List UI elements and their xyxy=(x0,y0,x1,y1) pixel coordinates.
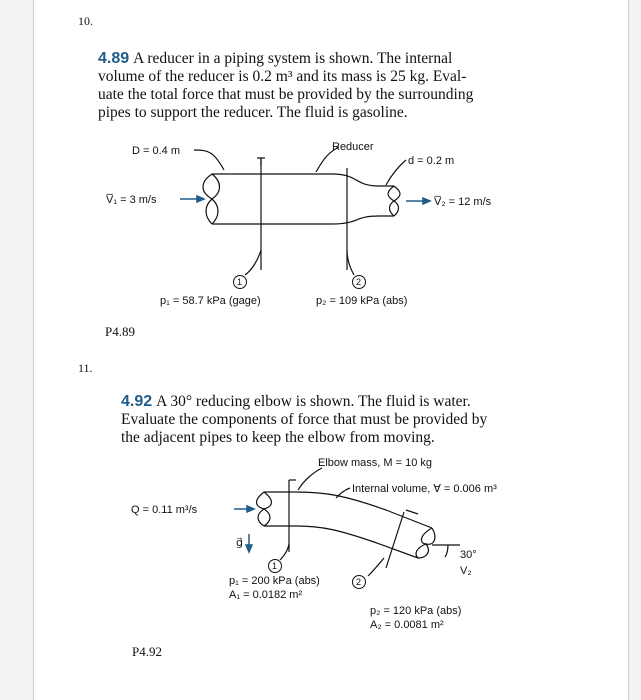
v1-arrowhead xyxy=(197,196,204,202)
label-V2: V₂ xyxy=(460,565,472,577)
label-g: g⃗ xyxy=(236,537,243,549)
section-1-leader xyxy=(245,250,261,275)
v2-arrowhead xyxy=(423,198,430,204)
problem-number: 4.92 xyxy=(121,393,153,410)
elbow-right-break xyxy=(416,528,432,558)
problem-line xyxy=(98,50,618,68)
q-arrowhead xyxy=(247,506,254,512)
label-d: d = 0.2 m xyxy=(408,155,455,167)
label-p2: p₂ = 120 kPa (abs) xyxy=(370,605,462,617)
mass-leader xyxy=(298,468,322,490)
problem-line-text: A 30° reducing elbow is shown. The fluid is water. xyxy=(156,393,471,410)
problem-line: Evaluate the components of force that must be provided by xyxy=(121,411,488,428)
reducer-figure xyxy=(34,130,628,330)
section-1-leader xyxy=(280,544,289,560)
question-number-10: 10. xyxy=(78,14,93,28)
label-p2: p₂ = 109 kPa (abs) xyxy=(316,295,408,307)
label-angle: 30° xyxy=(460,549,477,561)
section-2-leader xyxy=(368,558,384,576)
section-1-number: 1 xyxy=(237,277,243,287)
label-Q: Q = 0.11 m³/s xyxy=(131,504,198,516)
section-1-tick xyxy=(257,158,265,166)
figure-label-p4-92: P4.92 xyxy=(132,644,162,659)
problem-number: 4.89 xyxy=(98,50,130,67)
problem-line-text: A reducer in a piping system is shown. The internal xyxy=(133,50,453,67)
problem-4-92-text xyxy=(121,393,621,447)
label-reducer: Reducer xyxy=(332,141,374,153)
d-leader xyxy=(386,160,406,185)
section-2-number: 2 xyxy=(356,277,362,287)
problem-4-89-text xyxy=(98,50,618,122)
problem-line: volume of the reducer is 0.2 m³ and its mass is 25 kg. Eval- xyxy=(98,68,467,85)
right-break-inner xyxy=(394,186,400,216)
label-p1: p₁ = 200 kPa (abs) xyxy=(229,575,320,587)
gravity-arrowhead xyxy=(246,545,252,552)
D-leader xyxy=(194,150,224,170)
section-2-number: 2 xyxy=(356,577,362,587)
section-2-line xyxy=(386,512,404,568)
reducer-top-wall xyxy=(212,174,394,186)
problem-line xyxy=(121,393,621,411)
label-A1: A₁ = 0.0182 m² xyxy=(229,589,303,601)
problem-line: pipes to support the reducer. The fluid is gasoline. xyxy=(98,104,408,121)
reducer-bottom-wall xyxy=(212,216,394,224)
angle-arc xyxy=(445,545,448,557)
label-V1: V̅₁ = 3 m/s xyxy=(106,194,157,206)
label-A2: A₂ = 0.0081 m² xyxy=(370,619,444,631)
elbow-left-break-inner xyxy=(264,492,272,526)
problem-line: the adjacent pipes to keep the elbow from moving. xyxy=(121,429,435,446)
label-p1: p₁ = 58.7 kPa (gage) xyxy=(160,295,261,307)
label-V2: V̅₂ = 12 m/s xyxy=(434,196,492,208)
section-2-leader xyxy=(347,250,354,275)
section-1-number: 1 xyxy=(272,561,278,571)
problem-line: uate the total force that must be provided by the surrounding xyxy=(98,86,474,103)
question-number-11: 11. xyxy=(78,361,93,375)
elbow-figure xyxy=(34,450,628,640)
label-volume: Internal volume, ∀ = 0.006 m³ xyxy=(352,483,497,495)
document-page xyxy=(33,0,629,700)
label-D: D = 0.4 m xyxy=(132,145,180,157)
label-mass: Elbow mass, M = 10 kg xyxy=(318,457,433,469)
left-break-inner xyxy=(212,174,220,224)
figure-label-p4-89: P4.89 xyxy=(105,324,135,339)
section-2-tick xyxy=(406,510,418,514)
